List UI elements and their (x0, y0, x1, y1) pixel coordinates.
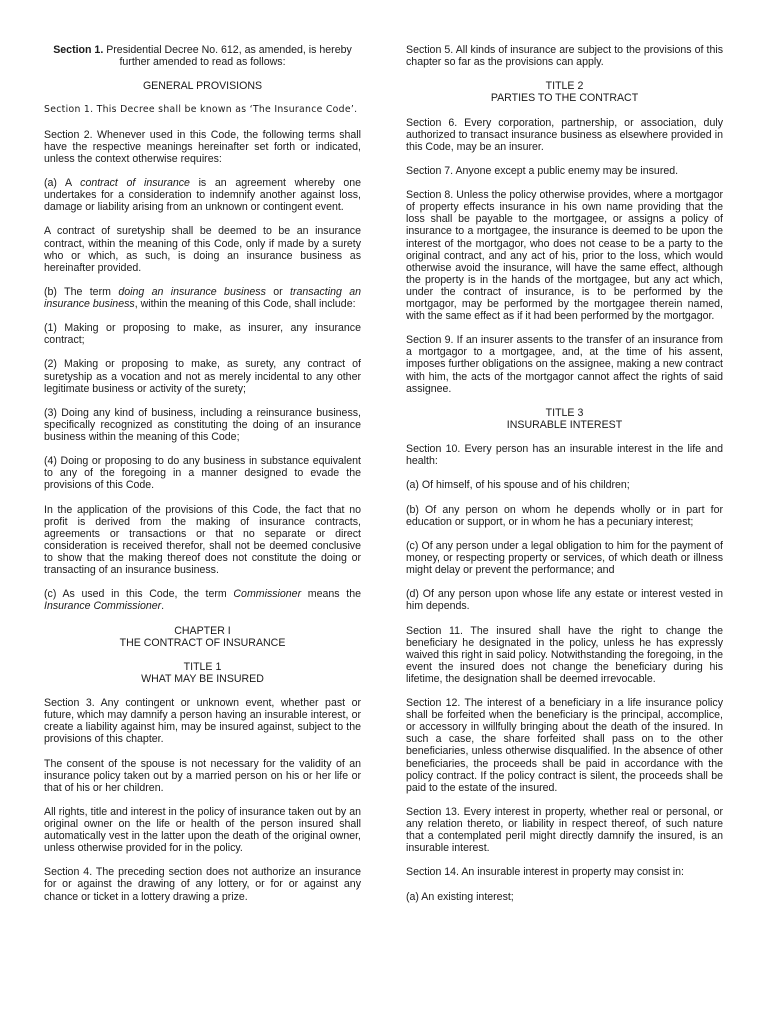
list-item-2: (2) Making or proposing to make, as surety, any contract of suretyship as a vocation and not as merely incidental to any other legitimate business or activity of the surety; (44, 358, 361, 395)
section-9: Section 9. If an insurer assents to the transfer of an insurance from a mortgagor to a mortgagee, and, at the time of his assent, imposes further obligations on the assignee, making a new contract with him, the acts of the mortgagor cannot affect the rights of said assignee. (406, 334, 723, 395)
definition-a-prefix: (a) A (44, 177, 81, 190)
section-14: Section 14. An insurable interest in property may consist in: (406, 866, 684, 879)
chapter-1-title: THE CONTRACT OF INSURANCE (119, 636, 286, 649)
title-2-heading (406, 80, 723, 104)
suretyship-paragraph: A contract of suretyship shall be deemed to be an insurance contract, within the meaning of this Code, only if made by a surety who or which, as such, is doing an insurance business as hereinafter provided. (44, 225, 361, 274)
title-2-name: PARTIES TO THE CONTRACT (490, 92, 639, 105)
definition-c-end: . (161, 600, 165, 613)
section-1-text: Presidential Decree No. 612, as amended, is hereby further amended to read as follows: (103, 44, 352, 69)
definition-c-mid: means the (301, 588, 361, 601)
definition-b-term-2: transacting an insurance business (44, 285, 362, 310)
title-3-heading (406, 407, 723, 431)
definition-b-conj: or (265, 285, 291, 298)
list-item-3: (3) Doing any kind of business, including a reinsurance business, specifically recognized as constituting the doing of an insurance business within the meaning of this Code; (44, 406, 361, 443)
title-2-number: TITLE 2 (545, 80, 584, 93)
general-provisions-heading: GENERAL PROVISIONS (142, 80, 263, 93)
rights-paragraph: All rights, title and interest in the policy of insurance taken out by an original owner on the life or health of the person insured shall automatically vest in the latter upon the death of the original owner, unless otherwise provided for in the policy. (44, 805, 361, 855)
spouse-consent-paragraph: The consent of the spouse is not necessary for the validity of an insurance policy taken out by a married person on his or her life or that of his or her children. (44, 757, 361, 794)
section-10-d: (d) Of any person upon whose life any estate or interest vested in him depends. (406, 588, 723, 613)
definition-c-term: Commissioner (233, 588, 302, 601)
definition-a-text: is an agreement whereby one undertakes for a consideration to indemnify another against loss, damage or liability arising from an unknown or contingent event. (44, 177, 361, 214)
definition-b-text: , within the meaning of this Code, shall include: (134, 297, 356, 310)
definition-c-meaning: Insurance Commissioner (44, 600, 162, 613)
definition-c (44, 588, 361, 612)
chapter-1-number: CHAPTER I (174, 624, 231, 637)
definition-b-prefix: (b) The term (44, 285, 119, 298)
section-4: Section 4. The preceding section does not authorize an insurance for or against the drawing of any lottery, or for or against any chance or ticket in a lottery drawing a prize. (44, 866, 361, 903)
definition-a-term: contract of insurance (80, 177, 190, 190)
section-8: Section 8. Unless the policy otherwise provides, where a mortgagor of property effects insurance in his own name providing that the loss shall be payable to the mortgagee, or assigns a policy of insurance to a mortgagee, the insurance is deemed to be upon the interest of the mortgagor, who does not cease to be a party to the original contract, and any act of his, prior to the loss, which would otherwise avoid the insurance, will have the same effect, although the property is in the hands of the mortgagee, but any act which, under the contract of insurance, is to be performed by the mortgagor, may be performed by the mortgagee therein named, with the same effect as if it had been performed by the mortgagor. (406, 189, 723, 323)
section-10-a: (a) Of himself, of his spouse and of his children; (406, 479, 630, 492)
section-10-b: (b) Of any person on whom he depends wholly or in part for education or support, or in whom he has a pecuniary interest; (406, 503, 723, 528)
title-1-heading (44, 661, 361, 685)
definition-c-prefix: (c) As used in this Code, the term (44, 588, 234, 601)
list-item-4: (4) Doing or proposing to do any business in substance equivalent to any of the foregoing in a manner designed to evade the provisions of this Code. (44, 455, 361, 492)
application-paragraph: In the application of the provisions of this Code, the fact that no profit is derived from the making of insurance contracts, agreements or transactions or that no separate or direct consideration is received therefor, shall not be deemed conclusive to show that the making thereof does not constitute the doing or transacting of an insurance business. (44, 503, 361, 577)
section-1-amendment (44, 44, 361, 68)
right-column (406, 44, 723, 915)
section-1-lead: Section 1. (53, 44, 104, 56)
definition-b (44, 286, 361, 310)
section-7: Section 7. Anyone except a public enemy may be insured. (406, 164, 679, 177)
chapter-1-heading (44, 625, 361, 649)
title-1-number: TITLE 1 (183, 660, 222, 673)
section-10-c: (c) Of any person under a legal obligation to him for the payment of money, or respecting property or services, of which death or illness might delay or prevent the performance; and (406, 539, 723, 577)
section-10: Section 10. Every person has an insurable interest in the life and health: (406, 443, 723, 468)
section-12: Section 12. The interest of a beneficiary in a life insurance policy shall be forfeited when the beneficiary is the principal, accomplice, or accessory in willfully bringing about the death of the insured. In such a case, the share forfeited shall pass on to the other beneficiaries, unless otherwise disqualified. In the absence of other beneficiaries, the proceeds shall be paid in accordance with the policy contract. If the policy contract is silent, the proceeds shall be paid to the estate of the insured. (406, 697, 723, 794)
title-3-number: TITLE 3 (545, 406, 584, 419)
section-1-short-title: Section 1. This Decree shall be known as ‘The Insurance Code’. (44, 104, 358, 116)
section-5: Section 5. All kinds of insurance are subject to the provisions of this chapter so far as the provisions can apply. (406, 44, 723, 69)
section-14-a: (a) An existing interest; (406, 890, 514, 903)
section-2: Section 2. Whenever used in this Code, the following terms shall have the respective meanings hereinafter set forth or indicated, unless the context otherwise requires: (44, 128, 361, 165)
definition-a (44, 177, 361, 213)
definition-b-term-1: doing an insurance business (118, 285, 266, 298)
section-6: Section 6. Every corporation, partnership, or association, duly authorized to transact insurance business as elsewhere provided in this Code, may be an insurer. (406, 116, 723, 153)
title-3-name: INSURABLE INTEREST (506, 418, 623, 431)
section-3: Section 3. Any contingent or unknown event, whether past or future, which may damnify a person having an insurable interest, or create a liability against him, may be insured against, subject to the provisions of this chapter. (44, 697, 361, 746)
section-11: Section 11. The insured shall have the right to change the beneficiary he designated in the policy, unless he has expressly waived this right in said policy. Notwithstanding the foregoing, in the event the insured does not change the beneficiary during his lifetime, the designation shall be deemed irrevocable. (406, 624, 723, 685)
list-item-1: (1) Making or proposing to make, as insurer, any insurance contract; (44, 322, 361, 347)
section-13: Section 13. Every interest in property, whether real or personal, or any relation thereto, or liability in respect thereof, of such nature that a contemplated peril might directly damnify the insured, is an insurable interest. (406, 805, 723, 855)
left-column (44, 44, 361, 915)
title-1-name: WHAT MAY BE INSURED (141, 672, 264, 685)
